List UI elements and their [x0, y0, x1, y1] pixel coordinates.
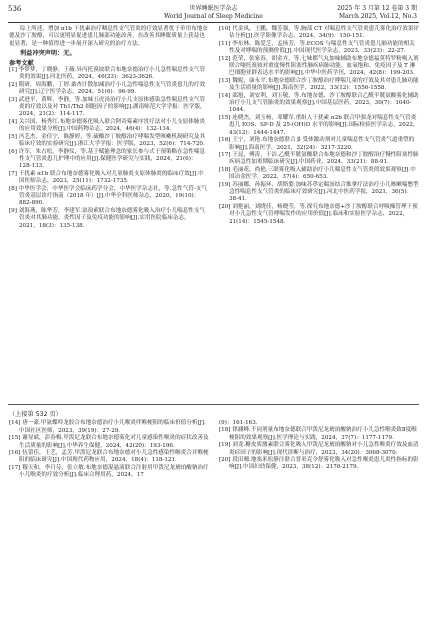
continued-from-label: （上接第 532 页） [9, 411, 62, 418]
reference-item: [20] 段田珊.地塞米松静注联合普米克令舒雾化吸入对急性喉炎患儿炎性指标的影响[J].中国妇幼保健，2023，38(12)：2176-2179. [219, 457, 419, 471]
reference-item: [11] 李东林，陈爱芝，孟扬芳，等.ECOS 与喘息性支气管炎患儿肺功能的相关性及对哮喘的预测价值[J].中国现代医学杂志，2023，33(23)：22-27. [219, 40, 415, 55]
reference-item: [2] 隋研，周海鹏，丁婷.桑杏汁散加减治疗小儿急性喘息性支气管炎患儿的疗效研究[J].辽宁医学杂志，2024，51(6)：96-99. [9, 81, 206, 96]
issue-cn: 2025 年 3 月第 12 卷第 3 期 [337, 5, 417, 12]
section-divider [8, 404, 419, 405]
reference-item: [15] 谢显斌，彭春梅.甲泼尼龙联合布地奈德雾化对儿童感染性喉炎的症状改善及生活质量的影响[J].中华养生保健，2024，42(20)：193-196. [9, 435, 209, 449]
reference-item: [6] 许军，朱占松，李静仪，等.基于赋能理念的家长参与式于预策略在急性喘息性支气管炎患儿护理中的应用[J].保健医学研究与实践，2024，21(6)：128-133. [9, 148, 206, 170]
issue-en: March 2025, Vol.12, No.3 [339, 13, 417, 20]
left-column [9, 26, 209, 230]
reference-item: [17] 王昆，傅涛，于洁.乙酰半胱氨酸联合布地奈德和沙丁胺醇治疗慢性阻塞性肺疾病急性加重期临床研究[J].中国药业，2024，33(21)：88-91. [219, 151, 419, 166]
reference-item: [8] 中华医学会，中华医学会临床药学分会，中华医学杂志社，等.急性气管-支气管炎基层诊疗指南（2018 年）[J].中华全科医师杂志，2020，19(10)：882-890. [9, 185, 207, 207]
reference-item: [14] 唐一豪.甲氨蝶呤龙胶合布地奈德治疗小儿喉炎伴喉梗阻的临床价值分析[J].中国社区医师，2023，39(19)：27-29. [9, 420, 206, 434]
issue-info [337, 5, 417, 21]
reference-item: [3] 武进平，黄辉，李静，等.加味五虎汤治疗小儿支原体感染急性喘息性支气管炎的疗效以及对 Th1/Th2 细胞因子的影响[J].湖南师范大学学报：医学版，2024，21(2)：114-117. [9, 96, 206, 118]
reference-item: [9] 刘海燕，陈华芳，李建军.氨溴索联合布地奈德雾化吸入治疗小儿喘息性支气管炎对其肺功能、炎性因子及免疫功能的影响[J].实用医院临床杂志，2021，18(3)：135-138. [9, 207, 206, 229]
right-column [219, 26, 419, 226]
header-divider [8, 22, 419, 23]
reference-item: [10] 代金凤，王鹏，魏芳强，等.胸部 CT 对喘息性支气管炎患儿雾化治疗效果评估分析[J].医学影像学杂志，2024，34(9)：150-151. [219, 26, 420, 40]
reference-item: [19] 刘龙.糖皮质激素联合雾化吸入甲泼尼龙琥珀酸钠对小儿急性喉炎疗效及血清炎症因子的影响[J].现代诊断与治疗，2023，34(20)：3068-3070. [219, 442, 419, 456]
reference-item: [16] 王宁，刘艳.布地奈德联合 β 受体激动剂对儿童喘息性支气管炎气道重塑的影响[J].海南医学，2021，32(24)：3217-3220. [219, 137, 415, 151]
conclusion-paragraph: 综上所述，增加 α1b 干扰素治疗咽息性支气管炎的疗效显著优于单用布地奈德及沙丁胺醇，可以更明显促进患儿肺部功能改善，在改善其睡眠质量上获益也更显著，是一种值得进一步展开深入研究的治疗方法。 [9, 26, 208, 47]
continued-right-column [219, 411, 419, 472]
reference-item: [18] 毛丽花，尚艳.三联雾化吸入辅助治疗小儿喘息性支气管炎的效果观察[J].中国冶金医学，2022，37(4)：650-653. [219, 166, 416, 181]
references-heading: 参考文献 [9, 59, 34, 67]
continued-left-column [9, 411, 209, 480]
reference-item: [15] 连晓杰，刘玉杨，邓耀军.重组人干扰素 α2b 联合甲强龙对喘息性支气管炎患儿 EOS、SP-D 及 25-(OH)D 水平的影响[J].国际检验医学杂志，2022，43(12)：1444-1447. [219, 114, 419, 136]
page-number: 536 [8, 5, 22, 13]
journal-title-en: World Journal of Sleep Medicine [164, 13, 263, 20]
conflict-statement: 利益冲突声明：无。 [20, 50, 76, 58]
reference-item: [18] 律涵峰.不同剂量布地奈德联合甲泼尼龙琥珀酸钠治疗小儿急性喉炎致Ⅱ度喉梗阻的效果观察[J].医学理论与实践，2024，37(7)：1177-1179. [219, 427, 417, 441]
reference-item: [5] 冯艺杰，金佳宁，陈静婷，等.硫酸沙丁胺醇治疗哮喘发型咳嗽机制研究及其临床疗效的实验研究[J].浙江大学学报：医学版，2023，52(6)：714-720. [9, 133, 206, 148]
reference-item: [7] 干扰素 α1b 联合布地奈德雾化吸入对儿童肺炎支原体肺炎的临床疗效[J].中国医师杂志，2023，25(11)：1732-1735. [9, 170, 204, 185]
reference-item: [4] 关兴国，杨秀红.布地奈德雾化吸入联合阿奇霉素序贯疗法对小儿支原体肺炎的应用效果分析[J].中国药物杂志，2024，46(4)：132-134. [9, 118, 206, 133]
reference-item: [13] 魏妮，康永平.布地奈德联合沙丁胺醇治疗哮喘儿童的疗效及其对患儿肺功能及生活质量的影响[J].海南医学，2022，33(12)：1556-1558. [219, 77, 419, 92]
reference-item: [17] 穆天和，李月芬，张立敏.布地奈德混悬液联合注射用甲泼尼龙琥珀酸钠治疗小儿喉炎的疗效分析[J].临床合理用药，2024，17 [9, 464, 209, 479]
reference-item: [14] 邵旭，刘安利，刘玉敬，等.布地奈德、沙丁胺醇联合乙酰半胱氨酸雾化辅助治疗小儿支气管肺炎的效果观察[J].中国基层医药，2023，30(7)：1040-1044. [219, 92, 419, 114]
reference-item: [19] 苏丽娜，孙振环，胡斯姿.加味苏葶定喘汤结合推拿疗法治疗小儿咳嗽喘憋型急性喘息性支气管炎的临床疗效研究[J].河北中医药学报，2021，36(5)：38-41. [219, 181, 419, 203]
reference-item: [20] 刘艳丽，刘晓佳，杨晓莹，等.探究布地奈德+沙丁胺醇联合呼吸操管理干预对小儿急性支气管哮喘发作的应用价值[J].临床和实验医学杂志，2022，21(14)：1545-1548. [219, 203, 418, 225]
reference-item: [12] 范荣，张家春，胡金卉，等.七味都气丸加味辅助布地奈德福莫特罗粉吸入剂联合噻托溴铵对重度慢性阻塞性肺疾病肺功能、血氧饱和、免疫因子及 T 淋巴细胞亚群表达水平的影响[J].中华中医药学刊，2024，42(8)：199-203. [219, 55, 419, 77]
reference-item: [1] 李梦梦，丁晓静，王薇.异丙托溴铵联合布地奈德治疗小儿急性喘息性支气管炎的效果[J].河北医药，2024，46(23)：3623-3626. [9, 67, 206, 81]
journal-title-cn: 世界睡眠医学杂志 [189, 5, 238, 12]
reference-continuation: (9)：161-163. [219, 420, 258, 426]
reference-item: [16] 伍蕾佳，王艺，孟芳.甲泼尼龙联合布地奈德对小儿急性感染性喉炎合并喉梗阻的临床研究[J].中国现代药物应用，2024，18(4)：118-121. [9, 450, 209, 464]
